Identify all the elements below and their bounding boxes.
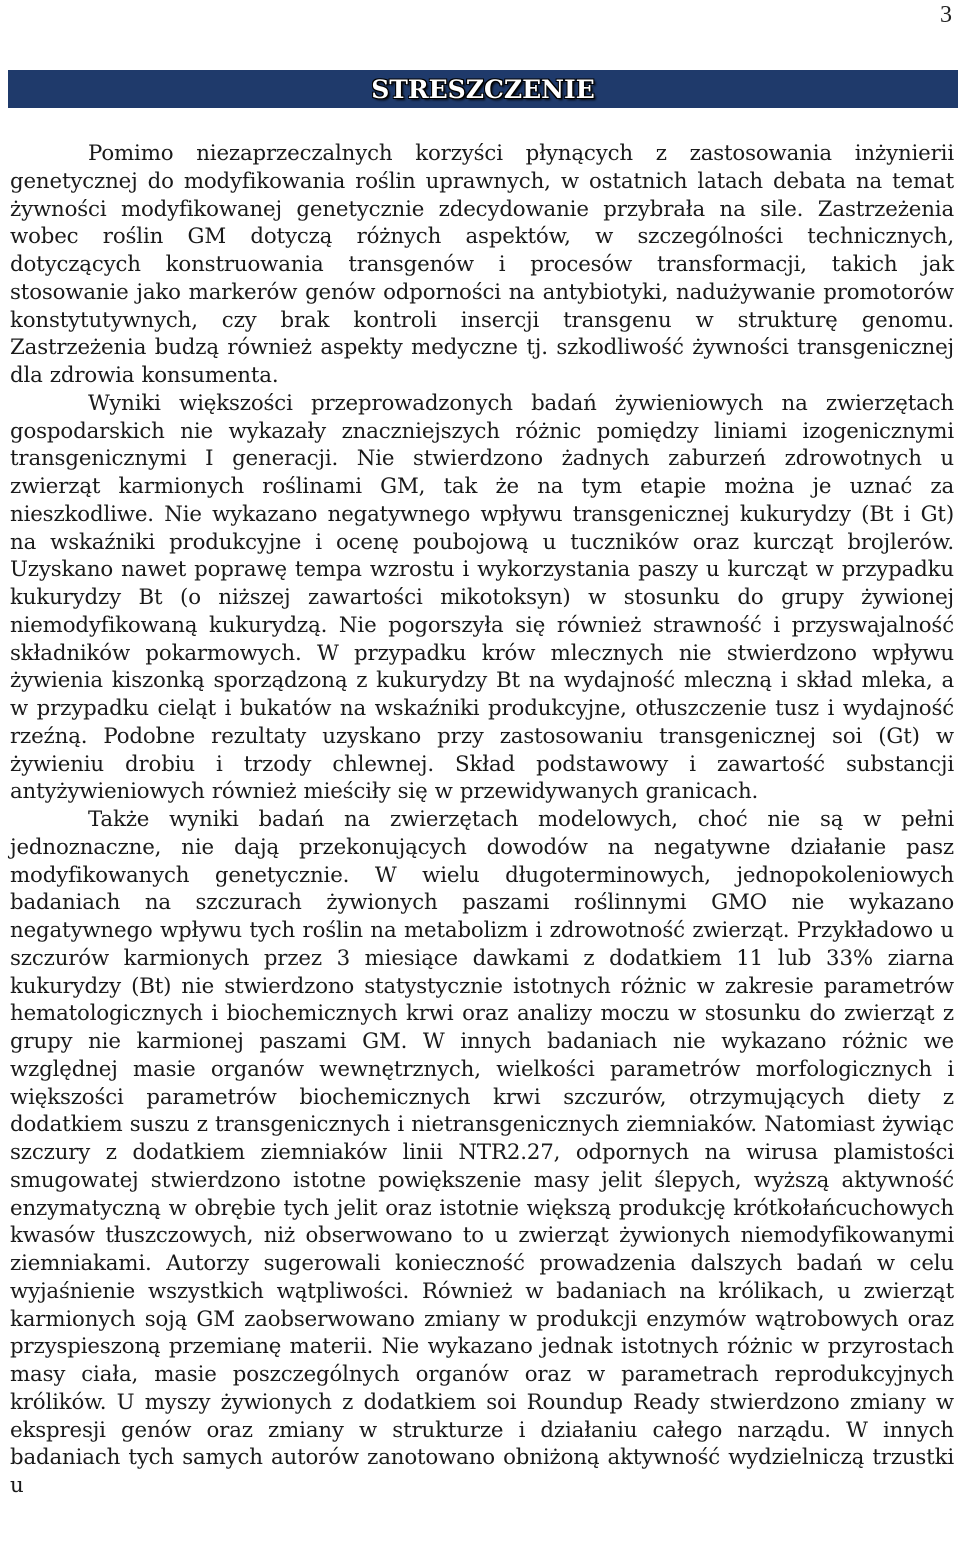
- section-header-bar: [8, 70, 958, 108]
- abstract-body: [10, 140, 954, 1500]
- paragraph: Wyniki większości przeprowadzonych badań żywieniowych na zwierzętach gospodarskich nie wykazały znaczniejszych różnic pomiędzy liniami izogenicznymi transgenicznymi I generacji. Nie stwierdzono żadnych zaburzeń zdrowotnych u zwierząt karmionych roślinami GM, tak że na tym etapie można je uznać za nieszkodliwe. Nie wykazano negatywnego wpływu transgenicznej kukurydzy (Bt i Gt) na wskaźniki produkcyjne i ocenę poubojową u tuczników oraz kurcząt brojlerów. Uzyskano nawet poprawę tempa wzrostu i wykorzystania paszy u kurcząt w przypadku kukurydzy Bt (o niższej zawartości mikotoksyn) w stosunku do grupy żywionej niemodyfikowaną kukurydzą. Nie pogorszyła się również strawność i przyswajalność składników pokarmowych. W przypadku krów mlecznych nie stwierdzono wpływu żywienia kiszonką sporządzoną z kukurydzy Bt na wydajność mleczną i skład mleka, a w przypadku cieląt i bukatów na wskaźniki produkcyjne, otłuszczenie tusz i wydajność rzeźną. Podobne rezultaty uzyskano przy zastosowaniu transgenicznej soi (Gt) w żywieniu drobiu i trzody chlewnej. Skład podstawowy i zawartość substancji antyżywieniowych również mieściły się w przewidywanych granicach.: [10, 390, 954, 805]
- paragraph: Pomimo niezaprzeczalnych korzyści płynących z zastosowania inżynierii genetycznej do modyfikowania roślin uprawnych, w ostatnich latach debata na temat żywności modyfikowanej genetycznie zdecydowanie przybrała na sile. Zastrzeżenia wobec roślin GM dotyczą różnych aspektów, w szczególności technicznych, dotyczących konstruowania transgenów i procesów transformacji, takich jak stosowanie jako markerów genów odporności na antybiotyki, nadużywanie promotorów konstytutywnych, czy brak kontroli insercji transgenu w strukturę genomu. Zastrzeżenia budzą również aspekty medyczne tj. szkodliwość żywności transgenicznej dla zdrowia konsumenta.: [10, 141, 954, 388]
- section-title: STRESZCZENIE: [371, 74, 595, 104]
- page-number: 3: [940, 2, 952, 28]
- paragraph: Także wyniki badań na zwierzętach modelowych, choć nie są w pełni jednoznaczne, nie dają przekonujących dowodów na negatywne działanie pasz modyfikowanych genetycznie. W wielu długoterminowych, jednopokoleniowych badaniach na szczurach żywionych paszami roślinnymi GMO nie wykazano negatywnego wpływu tych roślin na metabolizm i zdrowotność zwierząt. Przykładowo u szczurów karmionych przez 3 miesiące dawkami z dodatkiem 11 lub 33% ziarna kukurydzy (Bt) nie stwierdzono statystycznie istotnych różnic w zakresie parametrów hematologicznych i biochemicznych krwi oraz analizy moczu w stosunku do zwierząt z grupy nie karmionej paszami GM. W innych badaniach nie wykazano różnic we względnej masie organów wewnętrznych, wielkości parametrów morfologicznych i większości parametrów biochemicznych krwi szczurów, otrzymujących diety z dodatkiem suszu z transgenicznych i nietransgenicznych ziemniaków. Natomiast żywiąc szczury z dodatkiem ziemniaków linii NTR2.27, odpornych na wirusa plamistości smugowatej stwierdzono istotne powiększenie masy jelit ślepych, wyższą aktywność enzymatyczną w obrębie tych jelit oraz istotnie większą produkcję krótkołańcuchowych kwasów tłuszczowych, niż obserwowano to u zwierząt żywionych niemodyfikowanymi ziemniakami. Autorzy sugerowali konieczność prowadzenia dalszych badań w celu wyjaśnienie wszystkich wątpliwości. Również w badaniach na królikach, u zwierząt karmionych soją GM zaobserwowano zmiany w produkcji enzymów wątrobowych oraz przyspieszoną przemianę materii. Nie wykazano jednak istotnych różnic w przyrostach masy ciała, masie poszczególnych organów oraz w parametrach reprodukcyjnych królików. U myszy żywionych z dodatkiem soi Roundup Ready stwierdzono zmiany w ekspresji genów oraz zmiany w strukturze i działaniu całego narządu. W innych badaniach tych samych autorów zanotowano obniżoną aktywność wydzielniczą trzustki u: [10, 807, 954, 1498]
